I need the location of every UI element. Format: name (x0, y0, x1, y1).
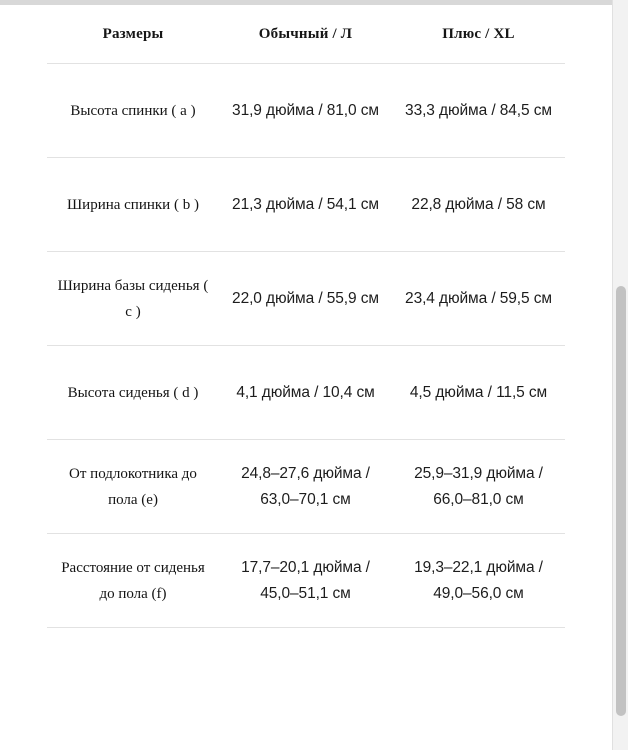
row-label: Высота сиденья ( d ) (67, 384, 199, 401)
table-row (47, 64, 565, 158)
table-header-row (47, 5, 565, 64)
table-row (47, 158, 565, 252)
column-header-plus: Плюс / XL (442, 26, 515, 42)
row-value-regular: 31,9 дюйма / 81,0 см (232, 101, 379, 119)
row-value-plus: 23,4 дюйма / 59,5 см (405, 289, 552, 307)
row-value-regular: 24,8–27,6 дюйма / 63,0–70,1 см (241, 464, 370, 508)
table-bottom-spacer (0, 628, 612, 670)
row-value-plus: 22,8 дюйма / 58 см (411, 195, 546, 213)
dimensions-table-container (0, 5, 612, 670)
row-label: Ширина спинки ( b ) (67, 196, 199, 213)
table-row (47, 252, 565, 346)
row-value-plus: 19,3–22,1 дюйма / 49,0–56,0 см (414, 558, 543, 602)
row-value-regular: 4,1 дюйма / 10,4 см (236, 383, 375, 401)
row-label: Высота спинки ( a ) (70, 102, 196, 119)
row-label: Расстояние от сиденья до пола (f) (61, 559, 205, 602)
row-value-regular: 21,3 дюйма / 54,1 см (232, 195, 379, 213)
table-row (47, 346, 565, 440)
table-row (47, 440, 565, 534)
row-value-regular: 22,0 дюйма / 55,9 см (232, 289, 379, 307)
scrollbar-thumb[interactable] (616, 286, 626, 716)
column-header-regular: Обычный / Л (258, 26, 353, 42)
column-header-dimensions: Размеры (102, 26, 164, 42)
vertical-scrollbar[interactable] (612, 0, 628, 750)
row-label: Ширина базы сиденья ( c ) (57, 277, 209, 320)
row-value-plus: 33,3 дюйма / 84,5 см (405, 101, 552, 119)
row-label: От подлокотника до пола (e) (69, 465, 197, 508)
row-value-plus: 25,9–31,9 дюйма / 66,0–81,0 см (414, 464, 543, 508)
table-row (47, 534, 565, 628)
dimensions-table (47, 5, 565, 628)
row-value-regular: 17,7–20,1 дюйма / 45,0–51,1 см (241, 558, 370, 602)
table-body (47, 64, 565, 628)
table-header (47, 5, 565, 64)
row-value-plus: 4,5 дюйма / 11,5 см (409, 383, 548, 401)
